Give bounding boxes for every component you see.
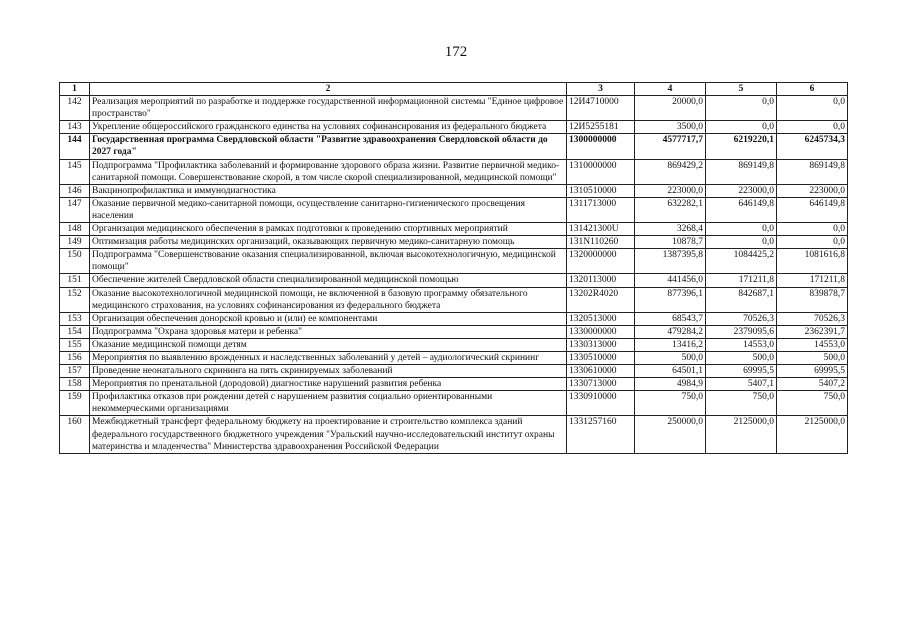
row-description: Обеспечение жителей Свердловской области специализированной медицинской помощью [90,274,567,287]
row-value-col6: 1081616,8 [777,249,848,274]
row-value-col4: 3268,4 [635,223,706,236]
table-row [60,197,848,222]
table-row [60,223,848,236]
row-code: 1320000000 [567,249,635,274]
header-cell: 2 [90,83,567,96]
row-value-col5: 0,0 [706,223,777,236]
row-value-col6: 171211,8 [777,274,848,287]
row-code: 1330610000 [567,365,635,378]
row-description: Мероприятия по выявлению врожденных и наследственных заболеваний у детей – аудиологический скрининг [90,351,567,364]
row-code: 13202R4020 [567,287,635,312]
row-code: 1310510000 [567,184,635,197]
row-value-col6: 500,0 [777,351,848,364]
row-code: 1310000000 [567,159,635,184]
row-code: 12И4710000 [567,96,635,121]
row-value-col5: 223000,0 [706,184,777,197]
row-code: 1300000000 [567,134,635,159]
row-value-col6: 5407,2 [777,378,848,391]
row-value-col6: 869149,8 [777,159,848,184]
row-value-col4: 877396,1 [635,287,706,312]
row-description: Подпрограмма "Охрана здоровья матери и ребенка" [90,325,567,338]
row-value-col5: 2379095,6 [706,325,777,338]
row-value-col5: 869149,8 [706,159,777,184]
table-row [60,312,848,325]
row-value-col5: 1084425,2 [706,249,777,274]
row-value-col4: 20000,0 [635,96,706,121]
row-description: Оказание высокотехнологичной медицинской помощи, не включенной в базовую программу обязательного медицинского страхования, на условиях софинансирования из федерального бюджета [90,287,567,312]
budget-table [59,82,848,454]
row-number: 145 [60,159,90,184]
table-header-row [60,83,848,96]
row-value-col5: 6219220,1 [706,134,777,159]
header-cell: 1 [60,83,90,96]
row-code: 1330510000 [567,351,635,364]
row-code: 1320113000 [567,274,635,287]
row-value-col4: 500,0 [635,351,706,364]
row-number: 154 [60,325,90,338]
table-row [60,351,848,364]
row-number: 153 [60,312,90,325]
row-description: Проведение неонатального скрининга на пять скринируемых заболеваний [90,365,567,378]
table-row [60,325,848,338]
row-description: Межбюджетный трансферт федеральному бюджету на проектирование и строительство комплекса зданий федерального государственного бюджетного учреждения "Уральский научно-исследовательский институт охраны материнства и младенчества" Министерства здравоохранения Российской Федерации [90,416,567,453]
row-value-col6: 0,0 [777,96,848,121]
row-value-col5: 69995,5 [706,365,777,378]
table-row [60,134,848,159]
row-value-col6: 69995,5 [777,365,848,378]
row-number: 148 [60,223,90,236]
table-row [60,184,848,197]
row-code: 1330000000 [567,325,635,338]
row-value-col6: 14553,0 [777,338,848,351]
table-row [60,416,848,453]
row-value-col6: 0,0 [777,121,848,134]
row-value-col6: 839878,7 [777,287,848,312]
row-number: 151 [60,274,90,287]
row-description: Оказание медицинской помощи детям [90,338,567,351]
row-code: 1311713000 [567,197,635,222]
row-number: 142 [60,96,90,121]
row-value-col4: 441456,0 [635,274,706,287]
row-code: 1331257160 [567,416,635,453]
row-number: 150 [60,249,90,274]
table-row [60,287,848,312]
row-value-col4: 223000,0 [635,184,706,197]
row-value-col5: 500,0 [706,351,777,364]
row-number: 158 [60,378,90,391]
row-value-col4: 632282,1 [635,197,706,222]
row-number: 159 [60,391,90,416]
row-description: Организация обеспечения донорской кровью и (или) ее компонентами [90,312,567,325]
row-number: 147 [60,197,90,222]
row-description: Укрепление общероссийского гражданского единства на условиях софинансирования из федерального бюджета [90,121,567,134]
row-value-col5: 646149,8 [706,197,777,222]
row-number: 156 [60,351,90,364]
row-value-col4: 250000,0 [635,416,706,453]
row-number: 155 [60,338,90,351]
row-value-col5: 0,0 [706,96,777,121]
row-value-col6: 223000,0 [777,184,848,197]
row-value-col5: 171211,8 [706,274,777,287]
row-description: Реализация мероприятий по разработке и поддержке государственной информационной системы "Единое цифровое пространство" [90,96,567,121]
row-number: 143 [60,121,90,134]
row-value-col6: 2125000,0 [777,416,848,453]
row-value-col4: 68543,7 [635,312,706,325]
row-value-col5: 750,0 [706,391,777,416]
table-row [60,249,848,274]
row-value-col4: 3500,0 [635,121,706,134]
row-value-col5: 0,0 [706,121,777,134]
header-cell: 5 [706,83,777,96]
table-row [60,365,848,378]
row-code: 1330910000 [567,391,635,416]
row-description: Профилактика отказов при рождении детей с нарушением развития социально ориентированными некоммерческими организациями [90,391,567,416]
row-value-col6: 70526,3 [777,312,848,325]
row-value-col6: 646149,8 [777,197,848,222]
row-description: Государственная программа Свердловской области "Развитие здравоохранения Свердловской области до 2027 года" [90,134,567,159]
header-cell: 3 [567,83,635,96]
table-row [60,391,848,416]
header-cell: 6 [777,83,848,96]
row-value-col6: 0,0 [777,223,848,236]
row-value-col5: 70526,3 [706,312,777,325]
row-value-col5: 842687,1 [706,287,777,312]
row-value-col5: 0,0 [706,236,777,249]
row-number: 160 [60,416,90,453]
row-value-col5: 14553,0 [706,338,777,351]
row-value-col4: 869429,2 [635,159,706,184]
row-code: 131N110260 [567,236,635,249]
row-description: Мероприятия по пренатальной (дородовой) диагностике нарушений развития ребенка [90,378,567,391]
row-value-col4: 64501,1 [635,365,706,378]
table-row [60,96,848,121]
row-value-col4: 13416,2 [635,338,706,351]
table-row [60,378,848,391]
row-description: Подпрограмма "Профилактика заболеваний и формирование здорового образа жизни. Развитие первичной медико-санитарной помощи. Совершенствование скорой, в том числе скорой специализированной, медицинской помощи" [90,159,567,184]
table-row [60,274,848,287]
row-description: Оказание первичной медико-санитарной помощи, осуществление санитарно-гигиенического просвещения населения [90,197,567,222]
row-description: Оптимизация работы медицинских организаций, оказывающих первичную медико-санитарную помощь [90,236,567,249]
row-code: 12И5255181 [567,121,635,134]
row-value-col4: 750,0 [635,391,706,416]
row-code: 131421300U [567,223,635,236]
table-row [60,159,848,184]
row-value-col4: 4577717,7 [635,134,706,159]
table-row [60,338,848,351]
row-code: 1330313000 [567,338,635,351]
page-number: 172 [444,44,468,60]
row-value-col6: 2362391,7 [777,325,848,338]
row-number: 146 [60,184,90,197]
row-value-col6: 750,0 [777,391,848,416]
row-value-col4: 1387395,8 [635,249,706,274]
table-row [60,121,848,134]
row-value-col6: 6245734,3 [777,134,848,159]
row-value-col6: 0,0 [777,236,848,249]
row-description: Организация медицинского обеспечения в рамках подготовки к проведению спортивных мероприятий [90,223,567,236]
row-number: 149 [60,236,90,249]
row-code: 1320513000 [567,312,635,325]
row-value-col5: 2125000,0 [706,416,777,453]
row-value-col4: 10878,7 [635,236,706,249]
row-value-col5: 5407,1 [706,378,777,391]
row-value-col4: 479284,2 [635,325,706,338]
row-code: 1330713000 [567,378,635,391]
row-number: 144 [60,134,90,159]
row-description: Вакцинопрофилактика и иммунодиагностика [90,184,567,197]
row-value-col4: 4984,9 [635,378,706,391]
header-cell: 4 [635,83,706,96]
row-description: Подпрограмма "Совершенствование оказания специализированной, включая высокотехнологичную, медицинской помощи" [90,249,567,274]
row-number: 152 [60,287,90,312]
table-row [60,236,848,249]
row-number: 157 [60,365,90,378]
